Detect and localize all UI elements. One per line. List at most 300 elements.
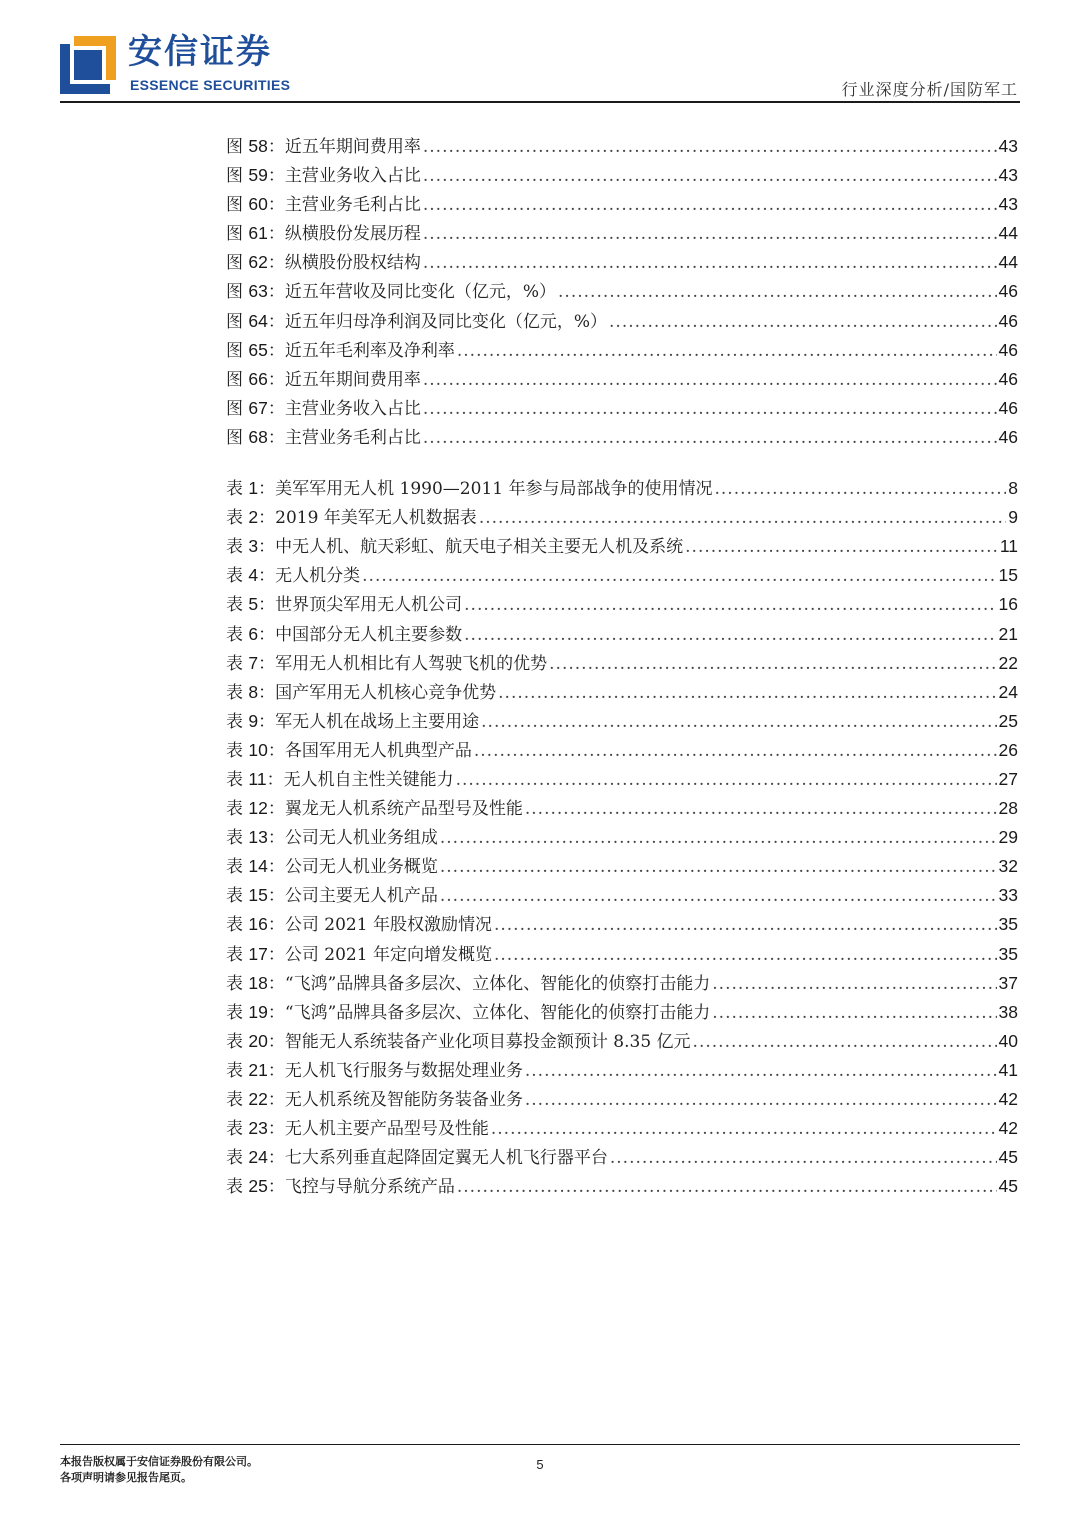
toc-entry-label — [226, 365, 285, 395]
toc-figure-entry[interactable] — [226, 132, 1018, 161]
page-number: 5 — [536, 1457, 544, 1472]
toc-entry-number: 11 — [248, 768, 267, 789]
toc-leader-dots — [423, 249, 997, 278]
toc-entry-separator: ： — [267, 1031, 285, 1052]
report-category: 行业深度分析/国防军工 — [841, 80, 1018, 99]
toc-entry-title: 智能无人系统装备产业化项目募投金额预计 8.35 亿元 — [284, 1031, 691, 1052]
toc-table-entry[interactable] — [226, 1114, 1018, 1143]
toc-table-entry[interactable] — [226, 1143, 1018, 1172]
toc-entry-label — [226, 590, 275, 620]
toc-entry-label — [226, 1027, 285, 1057]
toc-entry-label — [226, 910, 285, 940]
toc-entry-number: 17 — [248, 943, 268, 964]
toc-entry-number: 63 — [248, 281, 268, 302]
toc-entry-separator: ： — [267, 427, 285, 448]
toc-leader-dots — [494, 941, 997, 970]
toc-entry-page: 29 — [998, 827, 1018, 848]
toc-entry-separator: ： — [267, 857, 285, 878]
toc-entry-page: 46 — [998, 397, 1018, 418]
toc-figure-entry[interactable] — [226, 277, 1018, 306]
toc-entry-label — [226, 503, 275, 533]
toc-figure-entry[interactable] — [226, 190, 1018, 219]
toc-entry-separator: ： — [267, 311, 285, 332]
toc-leader-dots — [474, 737, 997, 766]
toc-entry-title: 无人机主要产品型号及性能 — [284, 1119, 489, 1140]
toc-entry-label — [226, 219, 285, 249]
toc-entry-label — [226, 1143, 285, 1173]
toc-entry-page: 35 — [998, 943, 1018, 964]
toc-leader-dots — [456, 766, 997, 795]
toc-leader-dots — [479, 504, 1006, 533]
toc-entry-separator: ： — [267, 137, 285, 157]
toc-entry-page: 15 — [998, 565, 1018, 586]
toc-entry-separator: ： — [267, 799, 285, 820]
toc-entry-prefix: 表 — [226, 479, 249, 500]
toc-entry-page: 41 — [998, 1059, 1018, 1080]
toc-table-entry[interactable] — [226, 881, 1018, 910]
toc-entry-title: 飞控与导航分系统产品 — [284, 1177, 455, 1198]
toc-entry-number: 62 — [248, 252, 268, 273]
toc-figure-entry[interactable] — [226, 248, 1018, 277]
toc-entry-separator: ： — [258, 479, 276, 500]
toc-figure-entry[interactable] — [226, 423, 1018, 452]
figure-list — [226, 132, 1018, 452]
toc-entry-prefix: 表 — [226, 1090, 249, 1110]
toc-entry-number: 4 — [248, 565, 259, 586]
toc-leader-dots — [525, 1086, 997, 1115]
toc-entry-title: 国产军用无人机核心竞争优势 — [275, 682, 497, 703]
toc-entry-page: 43 — [998, 136, 1018, 156]
toc-entry-prefix: 表 — [226, 1060, 249, 1081]
toc-entry-label — [226, 423, 285, 453]
toc-entry-title: 翼龙无人机系统产品型号及性能 — [284, 799, 523, 820]
toc-entry-number: 23 — [248, 1118, 268, 1139]
toc-entry-page: 44 — [998, 252, 1018, 273]
toc-entry-title: 公司 2021 年定向增发概览 — [284, 944, 492, 965]
toc-entry-number: 7 — [248, 652, 259, 673]
toc-entry-number: 66 — [248, 368, 268, 389]
toc-entry-number: 24 — [248, 1147, 268, 1168]
toc-entry-prefix: 图 — [226, 398, 249, 419]
toc-leader-dots — [423, 366, 997, 395]
toc-entry-separator: ： — [267, 740, 285, 761]
toc-entry-label — [226, 649, 275, 679]
toc-entry-label — [226, 940, 285, 970]
toc-entry-title: 公司 2021 年股权激励情况 — [284, 915, 492, 936]
toc-entry-page: 46 — [998, 310, 1018, 331]
toc-entry-page: 28 — [998, 798, 1018, 819]
toc-leader-dots — [440, 853, 997, 882]
toc-leader-dots — [457, 1173, 997, 1202]
toc-entry-prefix: 表 — [226, 624, 249, 645]
toc-entry-page: 46 — [998, 281, 1018, 302]
toc-entry-title: 主营业务收入占比 — [284, 398, 421, 419]
toc-table-entry[interactable] — [226, 678, 1018, 707]
toc-entry-title: 纵横股份发展历程 — [284, 224, 421, 245]
toc-leader-dots — [558, 278, 997, 307]
toc-table-entry[interactable] — [226, 532, 1018, 561]
toc-leader-dots — [440, 882, 997, 911]
toc-figure-entry[interactable] — [226, 336, 1018, 365]
toc-entry-number: 18 — [248, 972, 268, 993]
toc-entry-prefix: 图 — [226, 282, 249, 303]
toc-leader-dots — [685, 533, 998, 562]
toc-leader-dots — [498, 679, 996, 708]
toc-entry-prefix: 表 — [226, 595, 249, 616]
toc-entry-prefix: 图 — [226, 224, 249, 245]
copyright-notice: 本报告版权属于安信证券股份有限公司。 — [60, 1455, 258, 1468]
essence-securities-logo-icon — [60, 36, 116, 94]
toc-entry-prefix: 图 — [226, 369, 249, 390]
toc-leader-dots — [549, 650, 996, 679]
toc-entry-prefix: 表 — [226, 886, 249, 907]
toc-table-entry[interactable] — [226, 765, 1018, 794]
toc-entry-separator: ： — [267, 1002, 285, 1023]
toc-entry-number: 14 — [248, 856, 268, 877]
toc-leader-dots — [457, 337, 997, 366]
toc-entry-prefix: 表 — [226, 973, 249, 994]
toc-entry-page: 46 — [998, 368, 1018, 389]
toc-entry-separator: ： — [258, 537, 276, 558]
toc-entry-prefix: 表 — [226, 682, 249, 703]
toc-figure-entry[interactable] — [226, 161, 1018, 190]
toc-entry-separator: ： — [267, 282, 285, 303]
toc-leader-dots — [464, 621, 996, 650]
toc-entry-label — [226, 277, 285, 307]
toc-entry-number: 60 — [248, 194, 268, 215]
toc-entry-prefix: 表 — [226, 740, 249, 761]
toc-entry-separator: ： — [267, 1177, 285, 1198]
toc-entry-number: 67 — [248, 397, 268, 418]
toc-leader-dots — [525, 795, 997, 824]
toc-entry-separator: ： — [267, 340, 285, 361]
toc-entry-page: 27 — [998, 768, 1018, 789]
toc-leader-dots — [423, 191, 997, 220]
toc-entry-page: 42 — [998, 1089, 1018, 1109]
toc-entry-label — [226, 852, 285, 882]
toc-table-entry[interactable] — [226, 910, 1018, 939]
toc-entry-separator: ： — [258, 508, 276, 529]
toc-entry-prefix: 表 — [226, 799, 249, 820]
toc-table-entry[interactable] — [226, 736, 1018, 765]
toc-entry-label — [226, 823, 285, 853]
toc-table-entry[interactable] — [226, 1027, 1018, 1056]
toc-entry-title: “飞鸿”品牌具备多层次、立体化、智能化的侦察打击能力 — [284, 973, 711, 994]
toc-entry-prefix: 表 — [226, 769, 249, 790]
toc-entry-label — [226, 1056, 285, 1086]
toc-table-entry[interactable] — [226, 1085, 1018, 1114]
toc-leader-dots — [714, 475, 1006, 504]
toc-leader-dots — [464, 591, 996, 620]
toc-table-entry[interactable] — [226, 620, 1018, 649]
toc-entry-separator: ： — [267, 915, 285, 936]
toc-entry-page: 9 — [1008, 507, 1018, 528]
toc-entry-title: 公司无人机业务组成 — [284, 828, 438, 849]
toc-entry-number: 15 — [248, 885, 268, 906]
toc-entry-number: 19 — [248, 1001, 268, 1022]
toc-entry-label — [226, 765, 284, 795]
toc-entry-prefix: 图 — [226, 340, 249, 361]
toc-entry-label — [226, 161, 285, 191]
toc-entry-prefix: 表 — [226, 857, 249, 878]
toc-entry-separator: ： — [267, 1148, 285, 1169]
table-list — [226, 474, 1018, 1201]
toc-table-entry[interactable] — [226, 1172, 1018, 1201]
toc-entry-page: 42 — [998, 1118, 1018, 1139]
toc-leader-dots — [610, 1144, 997, 1173]
toc-entry-page: 46 — [998, 339, 1018, 360]
toc-entry-label — [226, 307, 285, 337]
toc-entry-separator: ： — [267, 369, 285, 390]
toc-entry-number: 9 — [248, 710, 259, 731]
toc-entry-title: 公司主要无人机产品 — [284, 886, 438, 907]
toc-entry-number: 3 — [248, 536, 259, 557]
toc-entry-label — [226, 969, 285, 999]
toc-entry-page: 22 — [998, 652, 1018, 673]
toc-entry-separator: ： — [267, 886, 285, 907]
toc-entry-title: 公司无人机业务概览 — [284, 857, 438, 878]
toc-entry-number: 2 — [248, 507, 259, 528]
toc-entry-prefix: 图 — [226, 166, 249, 187]
toc-entry-prefix: 表 — [226, 1031, 249, 1052]
toc-table-entry[interactable] — [226, 794, 1018, 823]
toc-leader-dots — [481, 708, 996, 737]
toc-table-entry[interactable] — [226, 561, 1018, 590]
toc-entry-separator: ： — [266, 769, 284, 790]
toc-entry-number: 5 — [248, 594, 259, 615]
toc-entry-separator: ： — [267, 224, 285, 245]
toc-entry-number: 65 — [248, 339, 268, 360]
toc-entry-label — [226, 1114, 285, 1144]
toc-entry-label — [226, 678, 275, 708]
toc-entry-label — [226, 474, 275, 504]
toc-entry-page: 38 — [998, 1001, 1018, 1022]
toc-entry-number: 25 — [248, 1176, 268, 1197]
toc-entry-page: 45 — [998, 1147, 1018, 1168]
toc-entry-label — [226, 1172, 285, 1202]
toc-entry-separator: ： — [267, 1060, 285, 1081]
toc-leader-dots — [712, 999, 996, 1028]
toc-leader-dots — [362, 562, 996, 591]
toc-entry-title: 近五年期间费用率 — [284, 369, 421, 390]
toc-entry-separator: ： — [267, 195, 285, 216]
toc-entry-prefix: 图 — [226, 195, 249, 216]
toc-table-entry[interactable] — [226, 649, 1018, 678]
toc-entry-label — [226, 881, 285, 911]
toc-entry-separator: ： — [258, 595, 276, 616]
toc-entry-title: 无人机分类 — [275, 566, 361, 587]
toc-entry-title: 近五年期间费用率 — [284, 137, 421, 157]
toc-entry-title: 美军军用无人机 1990—2011 年参与局部战争的使用情况 — [275, 479, 713, 500]
toc-leader-dots — [712, 970, 996, 999]
toc-entry-page: 25 — [998, 710, 1018, 731]
toc-entry-title: 纵横股份股权结构 — [284, 253, 421, 274]
toc-table-entry[interactable] — [226, 940, 1018, 969]
toc-entry-prefix: 表 — [226, 1148, 249, 1169]
toc-entry-prefix: 表 — [226, 1177, 249, 1198]
toc-leader-dots — [423, 162, 997, 191]
toc-entry-page: 21 — [998, 623, 1018, 644]
toc-entry-number: 59 — [248, 165, 268, 186]
toc-entry-prefix: 表 — [226, 1002, 249, 1023]
toc-entry-separator: ： — [258, 653, 276, 674]
toc-entry-title: 中国部分无人机主要参数 — [275, 624, 463, 645]
toc-entry-prefix: 图 — [226, 137, 249, 157]
toc-entry-number: 64 — [248, 310, 268, 331]
toc-entry-separator: ： — [267, 973, 285, 994]
page-header — [0, 0, 1080, 110]
toc-entry-title: 无人机飞行服务与数据处理业务 — [284, 1060, 523, 1081]
toc-entry-prefix: 图 — [226, 253, 249, 274]
toc-leader-dots — [693, 1028, 997, 1057]
toc-entry-label — [226, 248, 285, 278]
toc-entry-page: 26 — [998, 739, 1018, 760]
toc-entry-separator: ： — [267, 1090, 285, 1110]
toc-table-entry[interactable] — [226, 823, 1018, 852]
toc-entry-prefix: 表 — [226, 915, 249, 936]
toc-entry-number: 61 — [248, 223, 268, 244]
toc-entry-title: 各国军用无人机典型产品 — [284, 740, 472, 761]
toc-entry-prefix: 表 — [226, 944, 249, 965]
toc-entry-title: 主营业务毛利占比 — [284, 427, 421, 448]
toc-entry-page: 46 — [998, 426, 1018, 447]
toc-entry-separator: ： — [258, 711, 276, 732]
toc-entry-page: 37 — [998, 972, 1018, 993]
toc-entry-number: 6 — [248, 623, 259, 644]
toc-entry-title: 主营业务毛利占比 — [284, 195, 421, 216]
toc-leader-dots — [609, 308, 997, 337]
toc-entry-prefix: 图 — [226, 427, 249, 448]
toc-leader-dots — [423, 220, 997, 249]
toc-entry-prefix: 表 — [226, 653, 249, 674]
toc-entry-number: 58 — [248, 136, 268, 156]
toc-entry-title: 近五年营收及同比变化（亿元，%） — [284, 282, 557, 303]
toc-entry-page: 35 — [998, 914, 1018, 935]
table-of-contents — [226, 132, 1018, 1201]
toc-entry-label — [226, 132, 285, 162]
toc-entry-title: 近五年毛利率及净利率 — [284, 340, 455, 361]
toc-entry-label — [226, 736, 285, 766]
toc-table-entry[interactable] — [226, 503, 1018, 532]
toc-entry-separator: ： — [267, 253, 285, 274]
toc-leader-dots — [423, 395, 997, 424]
disclaimer-notice: 各项声明请参见报告尾页。 — [60, 1471, 192, 1484]
toc-table-entry[interactable] — [226, 707, 1018, 736]
toc-entry-prefix: 表 — [226, 828, 249, 849]
toc-entry-label — [226, 561, 275, 591]
toc-entry-label — [226, 336, 285, 366]
toc-entry-number: 10 — [248, 739, 268, 760]
toc-entry-title: 军无人机在战场上主要用途 — [275, 711, 480, 732]
toc-entry-page: 43 — [998, 165, 1018, 186]
toc-leader-dots — [494, 911, 997, 940]
toc-entry-title: 七大系列垂直起降固定翼无人机飞行器平台 — [284, 1148, 608, 1169]
toc-entry-page: 40 — [998, 1030, 1018, 1051]
toc-entry-title: 无人机自主性关键能力 — [283, 769, 454, 790]
toc-entry-title: 无人机系统及智能防务装备业务 — [284, 1090, 523, 1110]
toc-entry-number: 22 — [248, 1089, 268, 1109]
toc-leader-dots — [491, 1115, 997, 1144]
toc-entry-prefix: 表 — [226, 508, 249, 529]
toc-leader-dots — [525, 1057, 997, 1086]
toc-entry-number: 16 — [248, 914, 268, 935]
toc-entry-prefix: 表 — [226, 711, 249, 732]
toc-entry-title: “飞鸿”品牌具备多层次、立体化、智能化的侦察打击能力 — [284, 1002, 711, 1023]
toc-entry-label — [226, 620, 275, 650]
toc-entry-page: 8 — [1008, 478, 1018, 499]
toc-entry-page: 24 — [998, 681, 1018, 702]
header-divider — [60, 101, 1020, 103]
brand-name-cn: 安信证券 — [128, 32, 272, 72]
toc-entry-title: 近五年归母净利润及同比变化（亿元，%） — [284, 311, 608, 332]
toc-entry-title: 世界顶尖军用无人机公司 — [275, 595, 463, 616]
toc-entry-label — [226, 794, 285, 824]
brand-name-en: ESSENCE SECURITIES — [130, 77, 291, 93]
toc-entry-number: 1 — [248, 478, 259, 499]
toc-entry-separator: ： — [258, 624, 276, 645]
toc-entry-prefix: 表 — [226, 566, 249, 587]
toc-entry-title: 军用无人机相比有人驾驶飞机的优势 — [275, 653, 548, 674]
toc-entry-number: 8 — [248, 681, 259, 702]
toc-entry-label — [226, 190, 285, 220]
toc-table-entry[interactable] — [226, 998, 1018, 1027]
toc-entry-page: 44 — [998, 223, 1018, 244]
toc-table-entry[interactable] — [226, 1056, 1018, 1085]
toc-entry-page: 43 — [998, 194, 1018, 215]
toc-figure-entry[interactable] — [226, 219, 1018, 248]
toc-entry-label — [226, 532, 275, 562]
toc-entry-prefix: 图 — [226, 311, 249, 332]
toc-entry-separator: ： — [258, 682, 276, 703]
toc-table-entry[interactable] — [226, 969, 1018, 998]
toc-entry-prefix: 表 — [226, 1119, 249, 1140]
toc-table-entry[interactable] — [226, 590, 1018, 619]
toc-leader-dots — [440, 824, 997, 853]
footer-divider — [60, 1444, 1020, 1445]
toc-entry-separator: ： — [267, 828, 285, 849]
toc-entry-separator: ： — [267, 944, 285, 965]
toc-entry-separator: ： — [267, 1119, 285, 1140]
toc-entry-title: 中无人机、航天彩虹、航天电子相关主要无人机及系统 — [275, 537, 684, 558]
toc-leader-dots — [423, 133, 997, 162]
toc-entry-page: 32 — [998, 856, 1018, 877]
toc-entry-page: 45 — [998, 1176, 1018, 1197]
toc-table-entry[interactable] — [226, 474, 1018, 503]
toc-entry-page: 11 — [999, 536, 1018, 557]
toc-entry-number: 13 — [248, 827, 268, 848]
toc-entry-page: 16 — [998, 594, 1018, 615]
toc-entry-separator: ： — [267, 166, 285, 187]
toc-entry-label — [226, 394, 285, 424]
toc-entry-label — [226, 998, 285, 1028]
toc-entry-title: 2019 年美军无人机数据表 — [275, 508, 477, 529]
toc-figure-entry[interactable] — [226, 394, 1018, 423]
toc-entry-number: 21 — [248, 1059, 268, 1080]
toc-table-entry[interactable] — [226, 852, 1018, 881]
toc-entry-page: 33 — [998, 885, 1018, 906]
toc-entry-label — [226, 707, 275, 737]
toc-entry-label — [226, 1085, 285, 1115]
toc-figure-entry[interactable] — [226, 307, 1018, 336]
toc-entry-separator: ： — [267, 398, 285, 419]
toc-entry-prefix: 表 — [226, 537, 249, 558]
toc-entry-title: 主营业务收入占比 — [284, 166, 421, 187]
toc-entry-number: 68 — [248, 426, 268, 447]
toc-leader-dots — [423, 424, 997, 453]
toc-entry-number: 12 — [248, 798, 268, 819]
toc-entry-number: 20 — [248, 1030, 268, 1051]
toc-figure-entry[interactable] — [226, 365, 1018, 394]
